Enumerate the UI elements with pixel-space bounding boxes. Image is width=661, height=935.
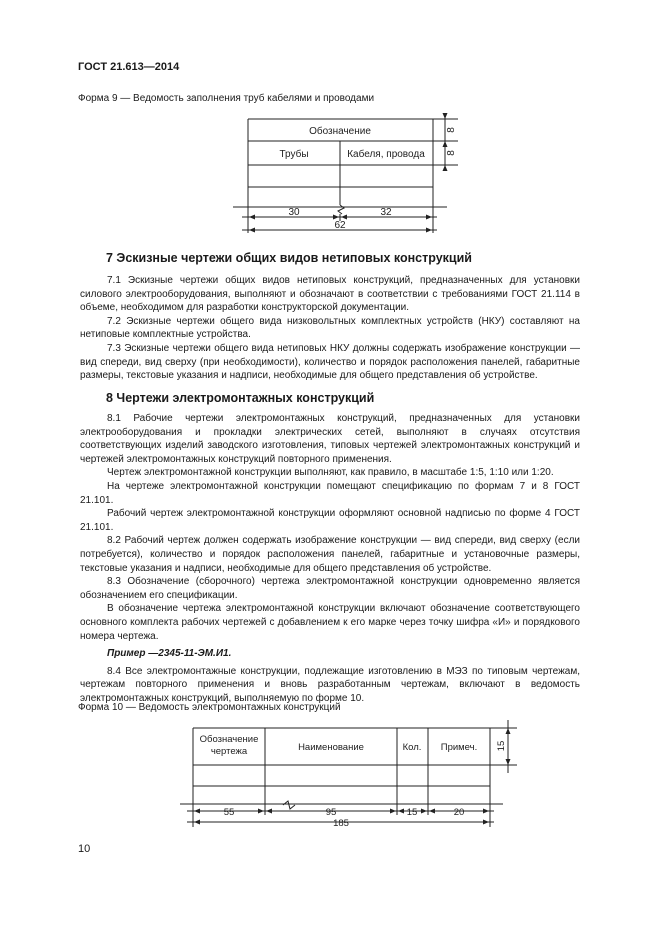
form10-header-qty: Кол. <box>402 742 422 753</box>
form10-dim-c4: 20 <box>453 807 465 818</box>
form9-table <box>0 0 661 245</box>
form10-header-designation: Обозначение <box>199 734 259 745</box>
paragraph-8-1: 8.1 Рабочие чертежи электромонтажных конструкций, предназначенных для установки электрооборудования и прокладки электрических сетей, выполняют в случаях отсутствия соответствующих изделий заводского изготовления, типовых чертежей электромонтажных конструкций и чертежей электромонтажных конструкций повторного применения. <box>80 413 580 465</box>
form9-dim-total: 62 <box>334 220 346 231</box>
form10-table <box>0 715 661 840</box>
form10-header-name: Наименование <box>298 742 364 753</box>
form10-header-note: Примеч. <box>440 742 478 753</box>
form9-header-cables: Кабеля, провода <box>347 149 425 160</box>
paragraph-8-1-title-block: Рабочий чертеж электромонтажной конструкции оформляют основной надписью по форме 4 ГОСТ 21.101. <box>80 508 580 533</box>
paragraph-7-1: 7.1 Эскизные чертежи общих видов нетиповых конструкций, предназначенных для установки силового электрооборудования, выполняют и обозначают в соответствии с требованиями ГОСТ 21.114 в объеме, необходимом для разработки конструкторской документации. <box>80 275 580 314</box>
form10-dim-c3: 15 <box>406 807 418 818</box>
form10-dim-c1: 55 <box>223 807 235 818</box>
paragraph-8-3: 8.3 Обозначение (сборочного) чертежа электромонтажной конструкции одновременно является обозначением его спецификации. <box>80 576 580 601</box>
paragraph-8-1-spec: На чертеже электромонтажной конструкции помещают спецификацию по формам 7 и 8 ГОСТ 21.101. <box>80 480 580 506</box>
paragraph-8-4: 8.4 Все электромонтажные конструкции, подлежащие изготовлению в МЭЗ по типовым чертежам, чертежам повторного применения и вновь разработанным чертежам, включают в ведомость электромонтажных конструкций, выполняемую по форме 10. <box>80 665 580 704</box>
form9-header-designation: Обозначение <box>309 126 371 137</box>
document-header: ГОСТ 21.613—2014 <box>78 61 180 73</box>
paragraph-7-3: 7.3 Эскизные чертежи общего вида нетиповых НКУ должны содержать изображение конструкции — вид спереди, вид сверху (при необходимости), количество и порядок расположения панелей, габаритные размеры, текстовые указания и надписи, необходимые для общего представления об устройстве. <box>80 342 580 382</box>
example-text: Пример —2345-11-ЭМ.И1. <box>107 648 232 660</box>
page-number: 10 <box>78 843 91 855</box>
paragraph-8-2: 8.2 Рабочий чертеж должен содержать изображение конструкции — вид спереди, вид сверху (если потребуется), количество и порядок расположения панелей, габаритные и установочные размеры, текстовые указания и надписи, необходимые для общего представления об устройстве. <box>80 535 580 574</box>
paragraph-7-2: 7.2 Эскизные чертежи общего вида низковольтных комплектных устройств (НКУ) составляют на нетиповые комплектные устройства. <box>80 315 580 341</box>
section8-body <box>80 412 580 705</box>
section8-title: 8 Чертежи электромонтажных конструкций <box>106 391 375 405</box>
paragraph-8-1-scale: Чертеж электромонтажной конструкции выполняют, как правило, в масштабе 1:5, 1:10 или 1:20. <box>107 467 554 479</box>
paragraph-8-3-designation: В обозначение чертежа электромонтажной конструкции включают обозначение соответствующего основного комплекта рабочих чертежей с добавлением к его марке через точку шифра «И» и порядкового номера чертежа. <box>80 603 580 642</box>
form10-dim-header: 15 <box>496 740 507 752</box>
form9-caption: Форма 9 — Ведомость заполнения труб кабелями и проводами <box>78 93 375 104</box>
form10-caption: Форма 10 — Ведомость электромонтажных конструкций <box>78 702 341 713</box>
section7-title: 7 Эскизные чертежи общих видов нетиповых конструкций <box>106 251 472 265</box>
form10-dim-c2: 95 <box>325 807 337 818</box>
form9-dim-row1: 8 <box>446 127 457 133</box>
form10-header-designation-2: чертежа <box>210 746 248 757</box>
form9-dim-row2: 8 <box>446 150 457 156</box>
form10-dim-total: 185 <box>333 818 349 829</box>
section7-body <box>80 274 580 383</box>
form9-dim-col2: 32 <box>380 207 392 218</box>
form9-dim-col1: 30 <box>288 207 300 218</box>
form9-header-pipes: Трубы <box>279 149 309 160</box>
